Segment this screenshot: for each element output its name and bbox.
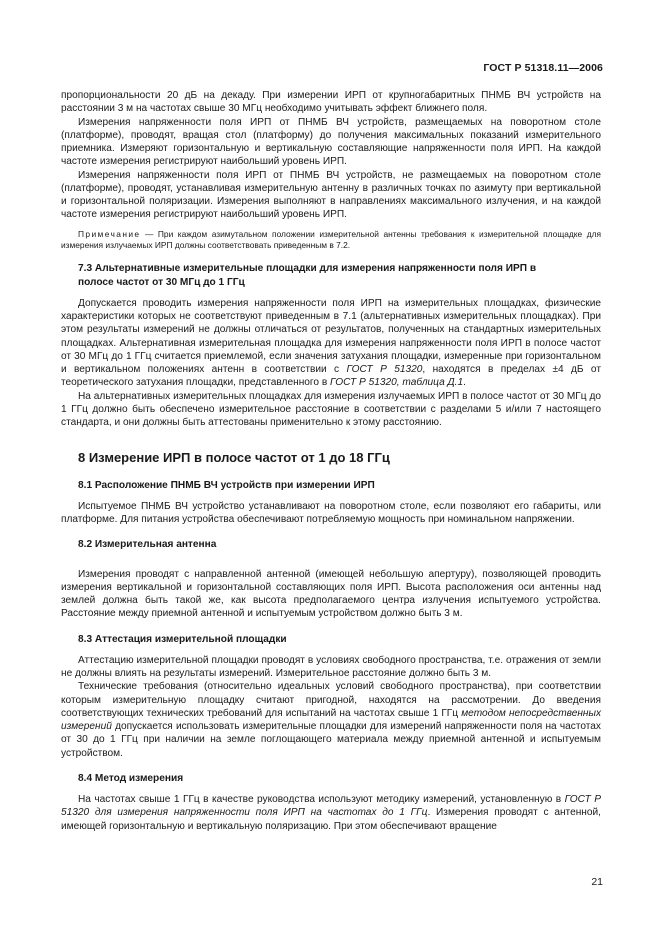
section-7-3-title: 7.3 Альтернативные измерительные площадки для измерения напряженности поля ИРП в [78, 263, 537, 275]
section-8-4-title: 8.4 Метод измерения [78, 772, 184, 784]
reference-gost: ГОСТ Р 51320 [346, 364, 423, 376]
paragraph-8-2: Измерения проводят с направленной антенной (имеющей небольшую апертуру), позволяющей проводить измерения вертикальной и горизонтальной составляющих поля ИРП. Высота расположения оси антенны над землей должна быть такой же, как высота предполагаемого центра излучения испытуемого устройства. Расстояние между приемной антенной и испытуемым устройством должно быть 3 м. [61, 568, 601, 620]
paragraph-8-4 [61, 793, 601, 833]
section-8-title: 8 Измерение ИРП в полосе частот от 1 до 18 ГГц [78, 450, 390, 466]
paragraph-continuation: пропорциональности 20 дБ на декаду. При измерении ИРП от крупногабаритных ПНМБ ВЧ устройств на расстоянии 3 м на частотах свыше 30 МГц необходимо учитывать эффект ближнего поля. [61, 90, 601, 115]
paragraph-turntable: Измерения напряженности поля ИРП от ПНМБ ВЧ устройств, размещаемых на поворотном столе (платформе), проводят, вращая стол (платформу) до получения максимальных показаний измерительного приемника. Измеряют горизонтальную и вертикальную составляющие напряженности поля ИРП. На каждой частоте измерения регистрируют наибольший уровень ИРП. [61, 116, 601, 168]
paragraph-7-3-2: На альтернативных измерительных площадках для измерения излучаемых ИРП в полосе частот от 30 МГц до 1 ГГц должно быть обеспечено измерительное расстояние в соответствии с разделами 5 и/или 7 настоящего стандарта, и они должны быть аттестованы применительно к этому расстоянию. [61, 390, 601, 429]
text-run: Допускается проводить измерения напряженности поля ИРП на измерительных площадках, физические характеристики которых не соответствуют приведенным в 7.1 (альтернативных измерительных площадках). При этом результаты измерений не должны отличаться от результатов, полученных на стандартных измерительных площадках. Альтернативная измерительная площадка для измерения напряженности поля ИРП в полосе частот от 30 МГц до 1 ГГц считается приемлемой, если значения затухания площадки, измеренные при горизонтальном и вертикальном положениях антенн в соответствии с [61, 297, 601, 376]
section-8-1-title: 8.1 Расположение ПНМБ ВЧ устройств при измерении ИРП [78, 479, 375, 491]
reference-gost-table: ГОСТ Р 51320, таблица Д.1 [330, 377, 464, 389]
document-header: ГОСТ Р 51318.11—2006 [483, 62, 603, 74]
reference-gost: ГОСТ Р 51320 для измерения напряженности поля ИРП на частотах до 1 ГГц [61, 794, 601, 819]
section-7-3-title-cont: полосе частот от 30 МГц до 1 ГГц [78, 276, 245, 288]
note [61, 229, 601, 252]
paragraph-8-1: Испытуемое ПНМБ ВЧ устройство устанавливают на поворотном столе, если позволяют его габариты, или платформе. Для питания устройства обеспечивают потребляемую мощность при номинальном напряжении. [61, 500, 601, 526]
text-run: . Измерения проводят с антенной, имеющей горизонтальную и вертикальную поляризацию. При этом обеспечивают вращение [61, 807, 601, 832]
text-run: . [463, 377, 466, 389]
page-number: 21 [591, 876, 603, 888]
section-8-3-title: 8.3 Аттестация измерительной площадки [78, 633, 287, 645]
section-8-2-title: 8.2 Измерительная антенна [78, 539, 217, 551]
section-7-3-heading [61, 262, 601, 289]
paragraph-8-3-1: Аттестацию измерительной площадки проводят в условиях свободного пространства, т.е. отражения от земли не должны влиять на результаты измерений. Измерительное расстояние должно быть 3 м. [61, 654, 601, 680]
note-label: Примечание [78, 228, 141, 239]
paragraph-8-3-2 [61, 680, 601, 760]
paragraph-non-turntable: Измерения напряженности поля ИРП от ПНМБ ВЧ устройств, не размещаемых на поворотном столе (платформе), проводят, устанавливая измерительную антенну в различных точках по азимуту при вертикальной и горизонтальной поляризации. Измерения выполняют в направлениях максимального излучения, и на каждой частоте измерения регистрируют наибольший уровень ИРП. [61, 169, 601, 221]
method-term: методом непосредственных измерений [61, 707, 602, 733]
note-text: — При каждом азимутальном положении измерительной антенны требования к измерительной площадке для измерения излучаемых ИРП должны соответствовать приведенным в 7.2. [61, 228, 601, 250]
text-run: На частотах свыше 1 ГГц в качестве руководства используют методику измерений, установленную в [78, 794, 565, 806]
paragraph-7-3-1 [61, 297, 601, 390]
text-run: Технические требования (относительно идеальных условий свободного пространства), при соответствии которым измерительную площадку считают пригодной, находятся на рассмотрении. До введения соответствующих технических требований для испытаний на частотах свыше 1 ГГц [61, 681, 601, 719]
page-content [61, 89, 601, 833]
text-run: допускается использовать измерительные площадки для измерений напряженности поля на частотах от 30 до 1 ГГц при наличии на земле поглощающего материала между приемной антенной и испытуемым устройством. [61, 721, 601, 759]
text-run: , находятся в пределах ±4 дБ от теоретического затухания площадки, представленного в [61, 364, 601, 389]
